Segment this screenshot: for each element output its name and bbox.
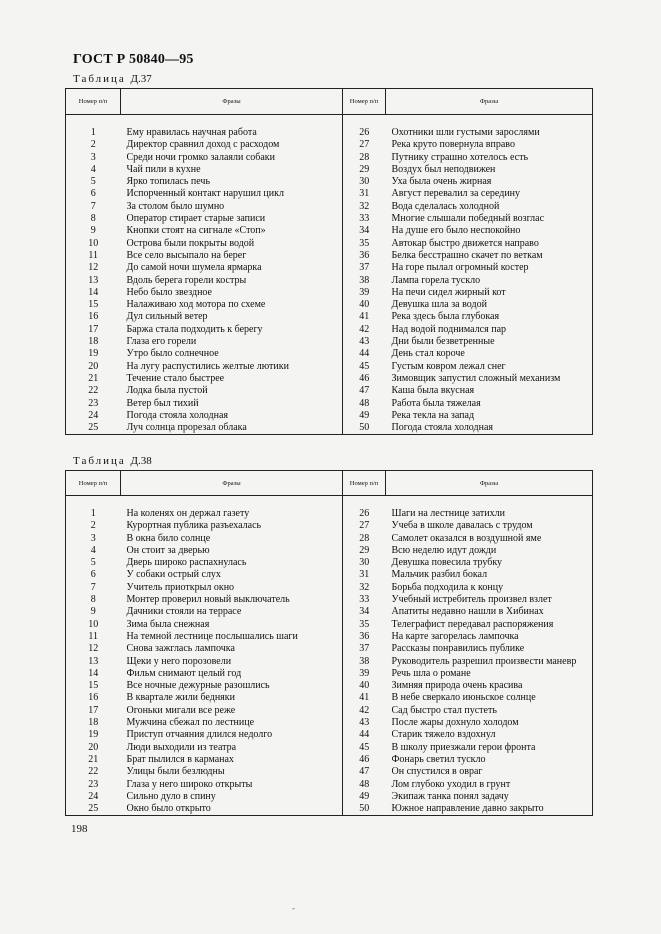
- table-row: [66, 311, 593, 323]
- table-row: [66, 238, 593, 250]
- row-number: 14: [88, 667, 99, 679]
- row-number: 26: [343, 127, 386, 139]
- row-phrase: Глаза его горели: [126, 336, 197, 348]
- row-number: 2: [90, 520, 96, 532]
- table-row: [66, 569, 593, 581]
- row-number: 46: [343, 373, 386, 385]
- row-number: 29: [343, 545, 386, 557]
- row-phrase: На горе пылал огромный костер: [391, 262, 529, 274]
- row-number: 33: [343, 594, 386, 606]
- row-number: 16: [88, 692, 99, 704]
- row-number: 47: [343, 766, 386, 778]
- row-phrase: Вдоль берега горели костры: [126, 274, 247, 286]
- table-row: [66, 742, 593, 754]
- row-number: 42: [343, 324, 386, 336]
- row-phrase: Зимовщик запустил сложный механизм: [391, 372, 561, 384]
- row-number: 5: [90, 176, 96, 188]
- row-phrase: Глаза у него широко открыты: [126, 778, 253, 790]
- row-phrase: Кнопки стоят на сигнале «Стоп»: [126, 225, 266, 237]
- row-phrase: Август перевалил за середину: [391, 188, 521, 200]
- table-row: [66, 631, 593, 643]
- table-row: [66, 533, 593, 545]
- row-phrase: Воздух был неподвижен: [391, 163, 496, 175]
- table-row: [66, 164, 593, 176]
- row-phrase: Сад быстро стал пустеть: [391, 704, 497, 716]
- row-number: 19: [88, 348, 99, 360]
- row-number: 2: [90, 139, 96, 151]
- row-number: 21: [88, 372, 99, 384]
- row-number: 27: [343, 520, 386, 532]
- row-phrase: Лодка была пустой: [126, 385, 208, 397]
- row-phrase: Среди ночи громко залаяли собаки: [126, 151, 276, 163]
- row-number: 32: [343, 582, 386, 594]
- row-phrase: Работа была тяжелая: [391, 397, 481, 409]
- row-number: 30: [343, 176, 386, 188]
- row-phrase: В окна било солнце: [126, 532, 211, 544]
- row-number: 42: [343, 705, 386, 717]
- row-phrase: Директор сравнил доход с расходом: [126, 139, 280, 151]
- row-phrase: Луч солнца прорезал облака: [126, 422, 247, 434]
- table-row: [66, 729, 593, 741]
- row-phrase: Путнику страшно хотелось есть: [391, 151, 529, 163]
- row-phrase: Над водой поднимался пар: [391, 323, 507, 335]
- row-number: 49: [343, 791, 386, 803]
- row-phrase: Охотники шли густыми зарослями: [391, 127, 540, 138]
- row-number: 31: [343, 569, 386, 581]
- table-caption-d37: [73, 73, 152, 85]
- row-phrase: Небо было звездное: [126, 286, 212, 298]
- row-number: 38: [343, 656, 386, 668]
- row-number: 7: [90, 200, 96, 212]
- row-phrase: Многие слышали победный возглас: [391, 213, 545, 225]
- row-phrase: Приступ отчаяния длился недолго: [126, 729, 273, 741]
- row-number: 32: [343, 201, 386, 213]
- row-phrase: Налаживаю ход мотора по схеме: [126, 299, 266, 311]
- table-row: [66, 361, 593, 373]
- row-number: 20: [88, 741, 99, 753]
- row-phrase: Дверь широко распахнулась: [126, 557, 247, 569]
- table-row: [66, 582, 593, 594]
- table-row: [66, 619, 593, 631]
- row-phrase: Погода стояла холодная: [391, 422, 493, 434]
- row-number: 15: [88, 299, 99, 311]
- table-row: [66, 410, 593, 422]
- table-row: [66, 373, 593, 385]
- row-number: 36: [343, 631, 386, 643]
- table-row: [66, 705, 593, 717]
- row-number: 6: [90, 569, 96, 581]
- col-header-phrase: Фразы: [386, 89, 593, 115]
- row-number: 43: [343, 717, 386, 729]
- table-row: [66, 643, 593, 655]
- table-row: [66, 299, 593, 311]
- row-number: 48: [343, 398, 386, 410]
- row-phrase: Мальчик разбил бокал: [391, 569, 488, 581]
- table-d38: [65, 470, 593, 816]
- table-row: [66, 668, 593, 680]
- row-phrase: Белка бесстрашно скачет по веткам: [391, 249, 543, 261]
- row-phrase: Он стоит за дверью: [126, 544, 210, 556]
- table-row: [66, 606, 593, 618]
- caption-number: Д.38: [130, 455, 152, 467]
- table-row: [66, 754, 593, 766]
- row-phrase: Все село высыпало на берег: [126, 249, 247, 261]
- row-number: 26: [343, 508, 386, 520]
- row-number: 40: [343, 680, 386, 692]
- row-phrase: На карте загорелась лампочка: [391, 630, 519, 642]
- row-phrase: Борьба подходила к концу: [391, 581, 504, 593]
- row-number: 30: [343, 557, 386, 569]
- row-number: 14: [88, 286, 99, 298]
- row-number: 17: [88, 704, 99, 716]
- row-number: 33: [343, 213, 386, 225]
- row-number: 12: [88, 262, 99, 274]
- row-phrase: Руководитель разрешил произвести маневр: [391, 655, 577, 667]
- row-number: 24: [88, 409, 99, 421]
- table-row: [66, 422, 593, 435]
- row-phrase: Оператор стирает старые записи: [126, 213, 266, 225]
- row-number: 3: [90, 532, 96, 544]
- row-number: 10: [88, 618, 99, 630]
- row-number: 45: [343, 742, 386, 754]
- table-row: [66, 803, 593, 816]
- row-number: 39: [343, 287, 386, 299]
- row-phrase: На душе его было неспокойно: [391, 225, 521, 237]
- table-row: [66, 201, 593, 213]
- row-number: 23: [88, 778, 99, 790]
- row-number: 9: [90, 225, 96, 237]
- row-phrase: Река круто повернула вправо: [391, 139, 515, 151]
- row-number: 25: [88, 422, 99, 434]
- row-number: 35: [343, 238, 386, 250]
- table-row: [66, 287, 593, 299]
- table-d37: [65, 88, 593, 435]
- row-number: 41: [343, 692, 386, 704]
- table-row: [66, 508, 593, 520]
- row-number: 1: [90, 127, 96, 138]
- row-number: 1: [90, 508, 96, 519]
- table-row: [66, 188, 593, 200]
- row-number: 19: [88, 729, 99, 741]
- row-phrase: Щеки у него порозовели: [126, 655, 232, 667]
- row-phrase: На лугу распустились желтые лютики: [126, 360, 289, 372]
- row-phrase: Курортная публика разъехалась: [126, 520, 262, 532]
- row-phrase: После жары дохнуло холодом: [391, 717, 519, 729]
- col-header-phrase: Фразы: [121, 89, 343, 115]
- row-number: 46: [343, 754, 386, 766]
- table-row: [66, 398, 593, 410]
- row-phrase: У собаки острый слух: [126, 569, 221, 581]
- row-number: 9: [90, 606, 96, 618]
- row-number: 24: [88, 790, 99, 802]
- row-number: 8: [90, 213, 96, 225]
- row-phrase: В квартале жили бедняки: [126, 692, 235, 704]
- table-caption-d38: [73, 455, 152, 467]
- table-row: [66, 557, 593, 569]
- col-header-number: Номер п/п: [66, 89, 121, 115]
- row-phrase: Лом глубоко уходил в грунт: [391, 778, 511, 790]
- row-number: 41: [343, 311, 386, 323]
- row-phrase: До самой ночи шумела ярмарка: [126, 262, 262, 274]
- table-row: [66, 213, 593, 225]
- table-row: [66, 336, 593, 348]
- table-row: [66, 656, 593, 668]
- row-number: 50: [343, 803, 386, 816]
- row-phrase: Улицы были безлюдны: [126, 766, 225, 778]
- row-phrase: Телеграфист передавал распоряжения: [391, 618, 554, 630]
- row-number: 28: [343, 152, 386, 164]
- row-phrase: Густым ковром лежал снег: [391, 360, 506, 372]
- footer-mark: -: [292, 903, 295, 913]
- row-phrase: Фильм снимают целый год: [126, 667, 242, 679]
- row-phrase: Огоньки мигали все реже: [126, 704, 236, 716]
- row-number: 12: [88, 643, 99, 655]
- row-phrase: Учебный истребитель произвел взлет: [391, 594, 552, 606]
- col-header-phrase: Фразы: [386, 471, 593, 496]
- row-phrase: Мужчина сбежал по лестнице: [126, 717, 255, 729]
- row-number: 43: [343, 336, 386, 348]
- table-spacer-row: [66, 115, 593, 128]
- row-phrase: Вода сделалась холодной: [391, 200, 500, 212]
- table-row: [66, 594, 593, 606]
- row-phrase: Чай пили в кухне: [126, 163, 201, 175]
- caption-word: Таблица: [73, 455, 126, 467]
- table-row: [66, 766, 593, 778]
- row-phrase: За столом было шумно: [126, 200, 225, 212]
- row-number: 48: [343, 779, 386, 791]
- row-number: 35: [343, 619, 386, 631]
- table-row: [66, 250, 593, 262]
- col-header-number: Номер п/п: [66, 471, 121, 496]
- row-phrase: Девушка повесила трубку: [391, 557, 503, 569]
- row-number: 8: [90, 594, 96, 606]
- row-number: 11: [88, 249, 99, 261]
- row-number: 11: [88, 630, 99, 642]
- table-row: [66, 324, 593, 336]
- row-number: 50: [343, 422, 386, 435]
- row-phrase: Погода стояла холодная: [126, 409, 228, 421]
- row-phrase: Брат пылился в карманах: [126, 753, 234, 765]
- row-phrase: На печи сидел жирный кот: [391, 286, 506, 298]
- row-number: 37: [343, 262, 386, 274]
- row-number: 22: [88, 766, 99, 778]
- caption-word: Таблица: [73, 73, 126, 85]
- row-number: 28: [343, 533, 386, 545]
- row-number: 15: [88, 680, 99, 692]
- row-number: 20: [88, 360, 99, 372]
- row-phrase: Окно было открыто: [126, 803, 211, 815]
- row-phrase: Самолет оказался в воздушной яме: [391, 532, 542, 544]
- table-row: [66, 225, 593, 237]
- table-row: [66, 275, 593, 287]
- row-phrase: Каша была вкусная: [391, 385, 475, 397]
- row-number: 7: [90, 581, 96, 593]
- row-phrase: Баржа стала подходить к берегу: [126, 323, 263, 335]
- caption-number: Д.37: [130, 73, 152, 85]
- row-number: 18: [88, 717, 99, 729]
- row-phrase: Автокар быстро движется направо: [391, 237, 539, 249]
- row-number: 40: [343, 299, 386, 311]
- row-number: 34: [343, 606, 386, 618]
- row-phrase: Утро было солнечное: [126, 348, 219, 360]
- row-phrase: Ему нравилась научная работа: [126, 127, 257, 138]
- row-phrase: Всю неделю идут дожди: [391, 544, 497, 556]
- row-number: 37: [343, 643, 386, 655]
- row-phrase: Острова были покрыты водой: [126, 237, 255, 249]
- row-number: 34: [343, 225, 386, 237]
- row-number: 36: [343, 250, 386, 262]
- table-row: [66, 680, 593, 692]
- col-header-phrase: Фразы: [121, 471, 343, 496]
- row-number: 44: [343, 729, 386, 741]
- row-phrase: Монтер проверил новый выключатель: [126, 594, 290, 606]
- table-row: [66, 692, 593, 704]
- row-phrase: Речь шла о романе: [391, 667, 471, 679]
- col-header-number: Номер п/п: [343, 471, 386, 496]
- row-phrase: Лампа горела тускло: [391, 274, 481, 286]
- row-phrase: Ветер был тихий: [126, 397, 199, 409]
- table-row: [66, 262, 593, 274]
- row-phrase: Зимняя природа очень красива: [391, 680, 523, 692]
- row-number: 13: [88, 655, 99, 667]
- row-number: 4: [90, 544, 96, 556]
- table-row: [66, 520, 593, 532]
- row-phrase: День стал короче: [391, 348, 465, 360]
- row-number: 10: [88, 237, 99, 249]
- row-phrase: Старик тяжело вздохнул: [391, 729, 496, 741]
- row-phrase: На темной лестнице послышались шаги: [126, 630, 298, 642]
- row-number: 13: [88, 274, 99, 286]
- row-number: 6: [90, 188, 96, 200]
- row-phrase: Девушка шла за водой: [391, 299, 487, 311]
- row-number: 23: [88, 397, 99, 409]
- row-number: 29: [343, 164, 386, 176]
- row-phrase: Шаги на лестнице затихли: [391, 508, 505, 519]
- row-number: 47: [343, 385, 386, 397]
- row-phrase: Сильно дуло в спину: [126, 790, 216, 802]
- table-row: [66, 717, 593, 729]
- table-row: [66, 791, 593, 803]
- row-phrase: Рассказы понравились публике: [391, 643, 525, 655]
- row-phrase: Учеба в школе давалась с трудом: [391, 520, 533, 532]
- row-phrase: Фонарь светил тускло: [391, 753, 486, 765]
- row-number: 31: [343, 188, 386, 200]
- row-number: 45: [343, 361, 386, 373]
- row-number: 21: [88, 753, 99, 765]
- row-phrase: На коленях он держал газету: [126, 508, 250, 519]
- row-number: 39: [343, 668, 386, 680]
- row-number: 44: [343, 348, 386, 360]
- row-phrase: Снова зажглась лампочка: [126, 643, 235, 655]
- row-phrase: Течение стало быстрее: [126, 372, 225, 384]
- table-row: [66, 139, 593, 151]
- row-number: 5: [90, 557, 96, 569]
- row-phrase: Южное направление давно закрыто: [391, 803, 544, 815]
- row-phrase: Река здесь была глубокая: [391, 311, 500, 323]
- row-phrase: Уха была очень жирная: [391, 176, 492, 188]
- row-phrase: Люди выходили из театра: [126, 741, 237, 753]
- row-phrase: Дачники стояли на террасе: [126, 606, 242, 618]
- row-phrase: Учитель приоткрыл окно: [126, 581, 235, 593]
- row-phrase: Река текла на запад: [391, 409, 475, 421]
- row-phrase: Ярко топилась печь: [126, 176, 211, 188]
- table-row: [66, 385, 593, 397]
- table-row: [66, 348, 593, 360]
- row-number: 18: [88, 336, 99, 348]
- row-number: 17: [88, 323, 99, 335]
- row-number: 16: [88, 311, 99, 323]
- row-phrase: В небе сверкало июньское солнце: [391, 692, 536, 704]
- row-phrase: Дни были безветренные: [391, 336, 495, 348]
- col-header-number: Номер п/п: [343, 89, 386, 115]
- page-number: 198: [71, 823, 88, 835]
- row-number: 49: [343, 410, 386, 422]
- row-number: 3: [90, 151, 96, 163]
- row-phrase: Испорченный контакт нарушил цикл: [126, 188, 284, 200]
- table-row: [66, 545, 593, 557]
- table-row: [66, 152, 593, 164]
- row-number: 27: [343, 139, 386, 151]
- document-header: ГОСТ Р 50840—95: [73, 52, 194, 67]
- table-row: [66, 779, 593, 791]
- row-phrase: Дул сильный ветер: [126, 311, 208, 323]
- table-spacer-row: [66, 496, 593, 509]
- row-phrase: Зима была снежная: [126, 618, 210, 630]
- table-row: [66, 127, 593, 139]
- table-row: [66, 176, 593, 188]
- row-number: 4: [90, 163, 96, 175]
- row-number: 38: [343, 275, 386, 287]
- row-number: 25: [88, 803, 99, 815]
- row-phrase: В школу приезжали герои фронта: [391, 741, 536, 753]
- row-phrase: Он спустился в овраг: [391, 766, 483, 778]
- row-phrase: Апатиты недавно нашли в Хибинах: [391, 606, 544, 618]
- row-phrase: Все ночные дежурные разошлись: [126, 680, 270, 692]
- row-phrase: Экипаж танка понял задачу: [391, 790, 509, 802]
- row-number: 22: [88, 385, 99, 397]
